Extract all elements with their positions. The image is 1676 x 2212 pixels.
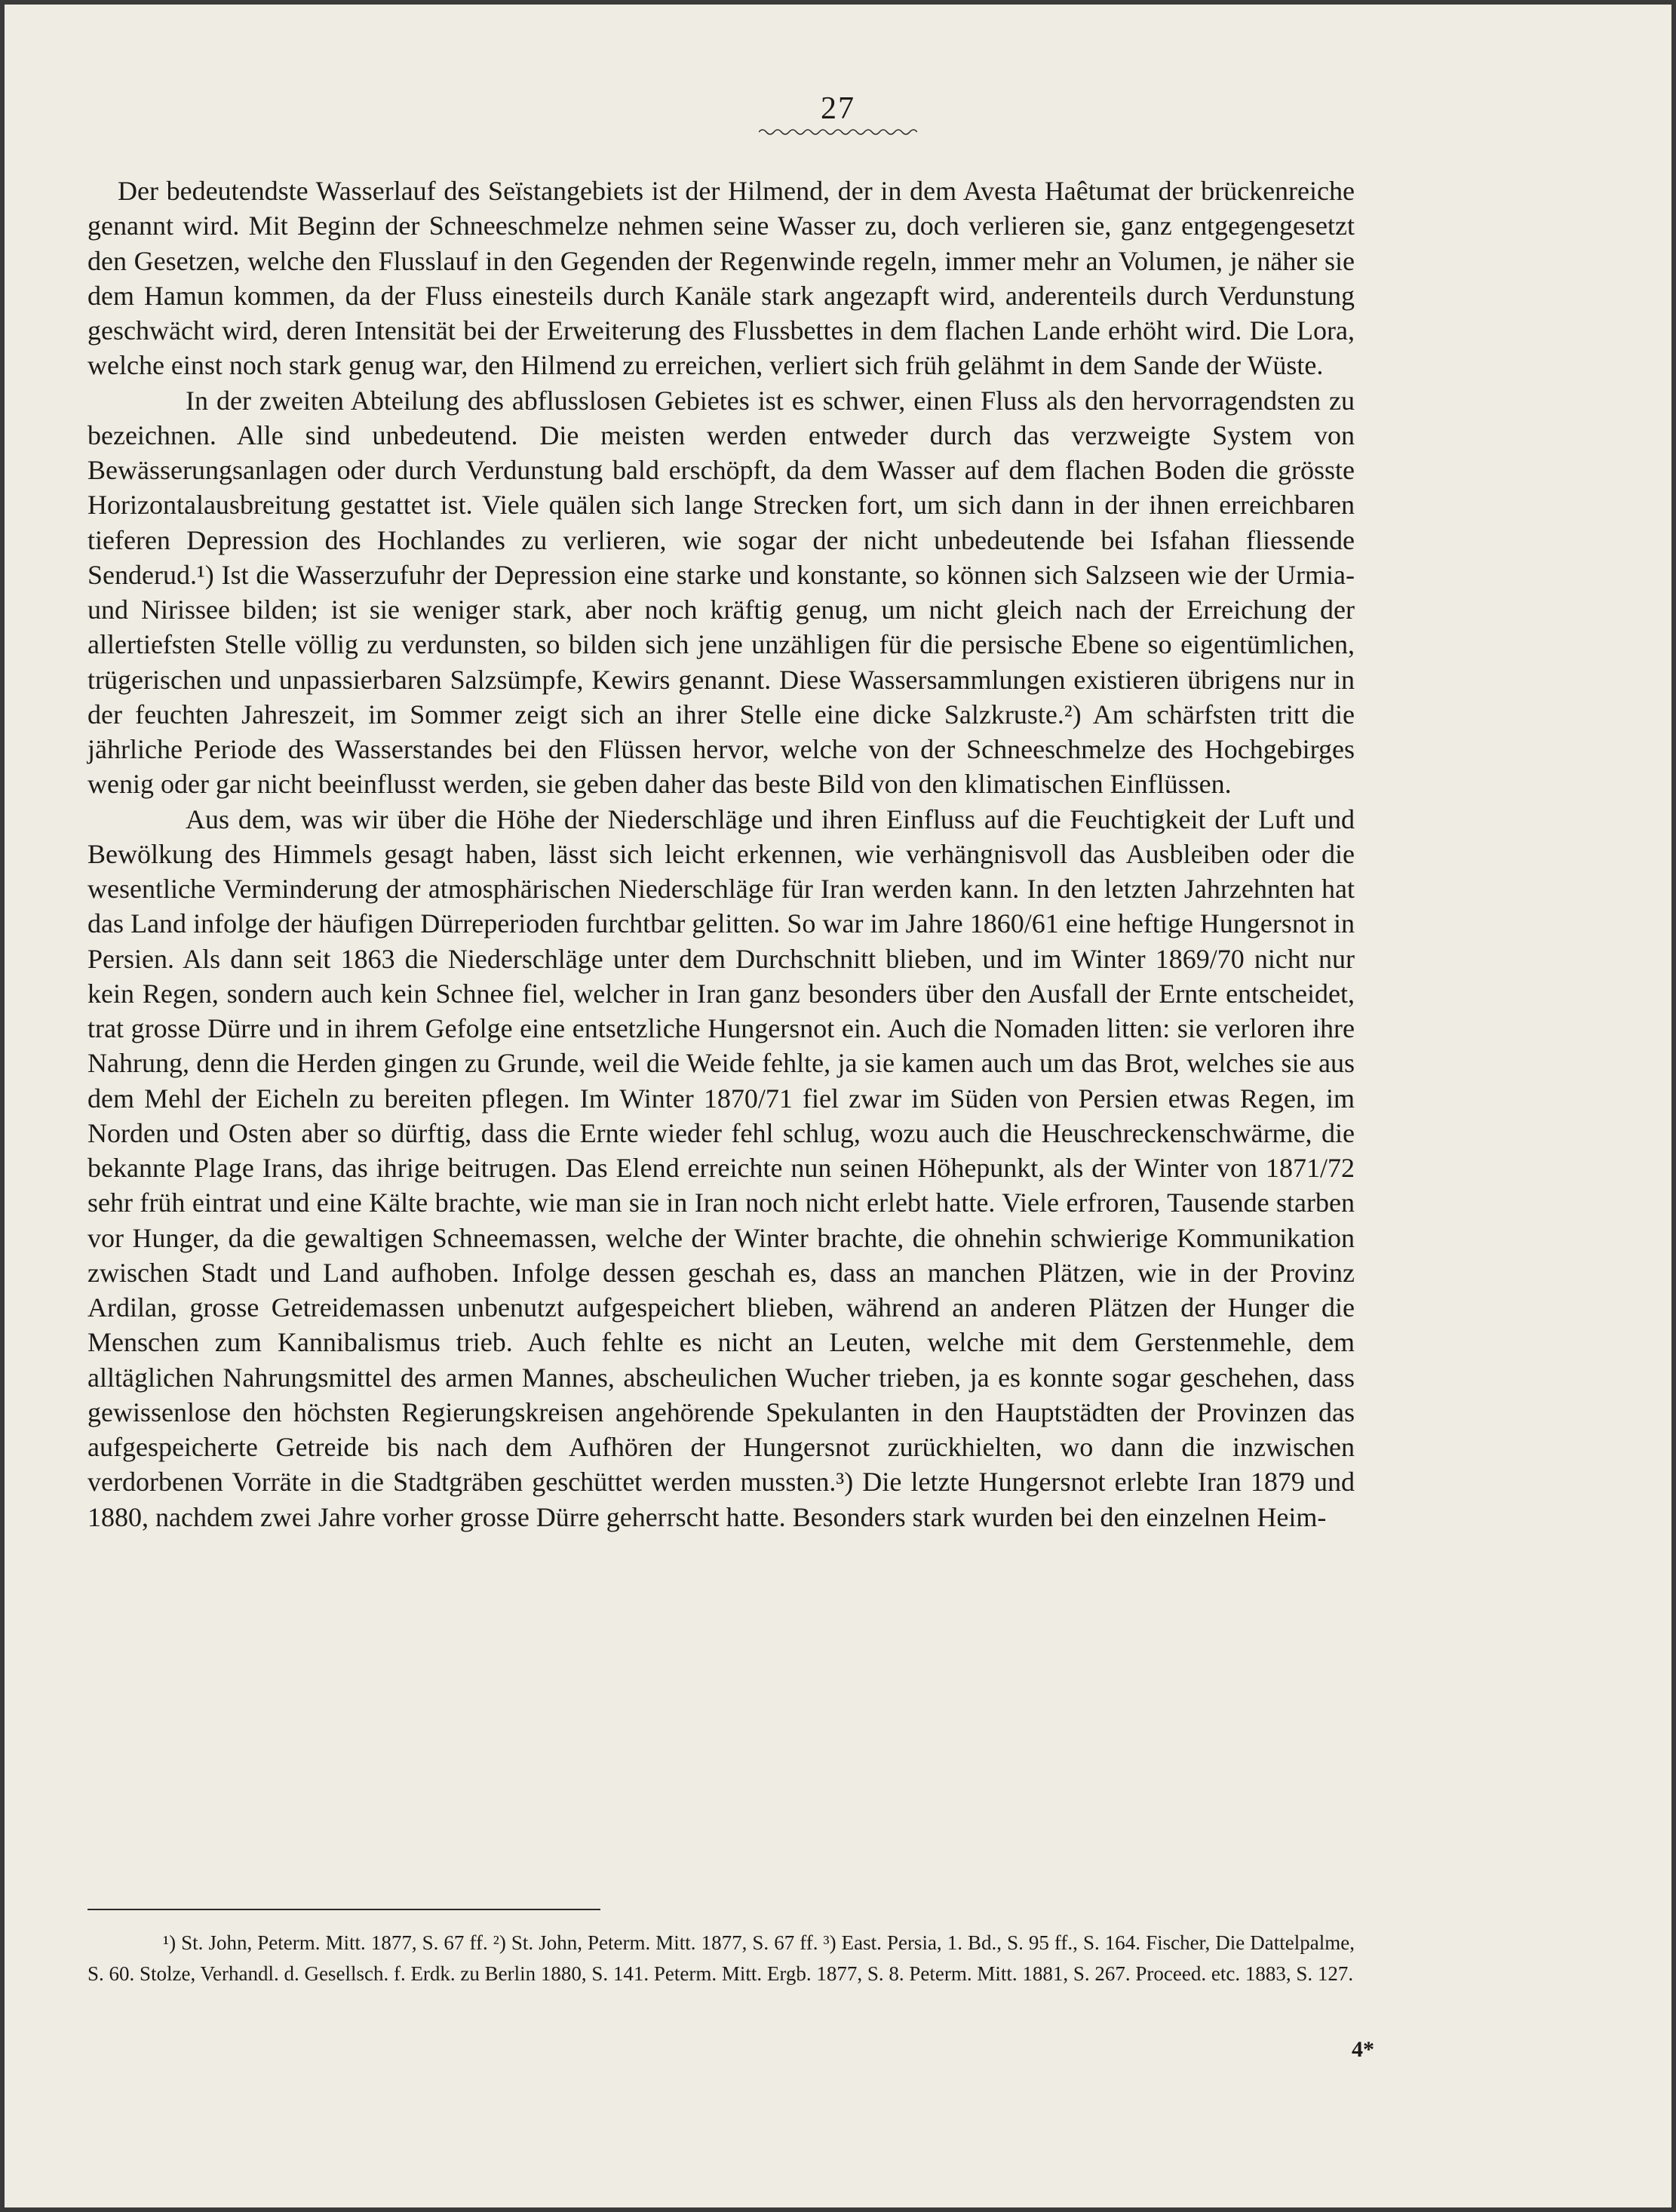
footnotes: ¹) St. John, Peterm. Mitt. 1877, S. 67 ff. ²) St. John, Peterm. Mitt. 1877, S. 67 ff. ³) East. Persia, 1. Bd., S. 95 ff., S. 164. Fischer, Die Dattelpalme, S. 60. Stolze, Verhandl. d. Gesellsch. f. Erdk. zu Berlin 1880, S. 141. Peterm. Mitt. Ergb. 1877, S. 8. Peterm. Mitt. 1881, S. 267. Proceed. etc. 1883, S. 127. [87,1931,1355,1985]
paragraph: In der zweiten Abteilung des abflusslosen Gebietes ist es schwer, einen Fluss als den hervorragendsten zu bezeichnen. Alle sind unbedeutend. Die meisten werden entweder durch das verzweigte System von Bewässerungsanlagen oder durch Verdunstung bald erschöpft, da dem Wasser auf dem flachen Boden die grösste Horizontalausbreitung gestattet ist. Viele quälen sich lange Strecken fort, um sich dann in der ihnen erreichbaren tieferen Depression des Hochlandes zu verlieren, wie sogar der nicht unbedeutende bei Isfahan fliessende Senderud.¹) Ist die Wasserzufuhr der Depression eine starke und konstante, so können sich Salzseen wie der Urmia- und Nirissee bilden; ist sie weniger stark, aber noch kräftig genug, um nicht gleich nach der Erreichung der allertiefsten Stelle völlig zu verdunsten, so bilden sich jene unzähligen für die persische Ebene so eigentümlichen, trügerischen und unpassierbaren Salzsümpfe, Kewirs genannt. Diese Wassersammlungen existieren übrigens nur in der feuchten Jahreszeit, im Sommer zeigt sich an ihrer Stelle eine dicke Salzkruste.²) Am schärfsten tritt die jährliche Periode des Wasserstandes bei den Flüssen hervor, welche von der Schneeschmelze des Hochgebirges wenig oder gar nicht beeinflusst werden, sie geben daher das beste Bild von den klimatischen Einflüssen. [87,385,1355,800]
signature-mark: 4* [1352,2037,1374,2062]
paragraph: Aus dem, was wir über die Höhe der Niederschläge und ihren Einfluss auf die Feuchtigkeit der Luft und Bewölkung des Himmels gesagt haben, lässt sich leicht erkennen, wie verhängnisvoll das Ausbleiben oder die wesentliche Verminderung der atmosphärischen Niederschläge für Iran werden kann. In den letzten Jahrzehnten hat das Land infolge der häufigen Dürreperioden furchtbar gelitten. So war im Jahre 1860/61 eine heftige Hungersnot in Persien. Als dann seit 1863 die Niederschläge unter dem Durchschnitt blieben, und im Winter 1869/70 nicht nur kein Regen, sondern auch kein Schnee fiel, welcher in Iran ganz besonders über den Ausfall der Ernte entscheidet, trat grosse Dürre und in ihrem Gefolge eine entsetzliche Hungersnot ein. Auch die Nomaden litten: sie verloren ihre Nahrung, denn die Herden gingen zu Grunde, weil die Weide fehlte, ja sie kamen auch um das Brot, welches sie aus dem Mehl der Eicheln zu bereiten pflegen. Im Winter 1870/71 fiel zwar im Süden von Persien etwas Regen, im Norden und Osten aber so dürftig, dass die Ernte wieder fehl schlug, wozu auch die Heuschreckenschwärme, die bekannte Plage Irans, das ihrige beitrugen. Das Elend erreichte nun seinen Höhepunkt, als der Winter von 1871/72 sehr früh eintrat und eine Kälte brachte, wie man sie in Iran noch nicht erlebt hatte. Viele erfroren, Tausende starben vor Hunger, da die gewaltigen Schneemassen, welche der Winter brachte, die ohnehin schwierige Kommunikation zwischen Stadt und Land aufhoben. Infolge dessen geschah es, dass an manchen Plätzen, wie in der Provinz Ardilan, grosse Getreidemassen unbenutzt aufgespeichert blieben, während an anderen Plätzen der Hunger die Menschen zum Kannibalismus trieb. Auch fehlte es nicht an Leuten, welche mit dem Gerstenmehle, dem alltäglichen Nahrungsmittel des armen Mannes, abscheulichen Wucher trieben, ja es konnte sogar geschehen, dass gewissenlose den höchsten Regierungskreisen angehörende Spekulanten in den Hauptstädten der Provinzen das aufgespeicherte Getreide bis nach dem Aufhören der Hungersnot zurückhielten, wo dann die inzwischen verdorbenen Vorräte in die Stadtgräben geschüttet werden mussten.³) Die letzte Hungersnot erlebte Iran 1879 und 1880, nachdem zwei Jahre vorher grosse Dürre geherrscht hatte. Besonders stark wurden bei den einzelnen Heim- [87,803,1355,1532]
footnote-divider [87,1909,600,1910]
page-header [0,91,1676,137]
wavy-ornament-icon [759,127,917,137]
page-number: 27 [821,91,855,126]
paragraph: Der bedeutendste Wasserlauf des Seïstangebiets ist der Hilmend, der in dem Avesta Haêtumat der brückenreiche genannt wird. Mit Beginn der Schneeschmelze nehmen seine Wasser zu, doch verlieren sie, ganz entgegengesetzt den Gesetzen, welche den Flusslauf in den Gegenden der Regenwinde regeln, immer mehr an Volumen, je näher sie dem Hamun kommen, da der Fluss einesteils durch Kanäle stark angezapft wird, anderenteils durch Verdunstung geschwächt wird, deren Intensität bei der Erweiterung des Flussbettes in dem flachen Lande erhöht wird. Die Lora, welche einst noch stark genug war, den Hilmend zu erreichen, verliert sich früh gelähmt in dem Sande der Wüste. [87,176,1355,381]
main-text [87,174,1355,1535]
